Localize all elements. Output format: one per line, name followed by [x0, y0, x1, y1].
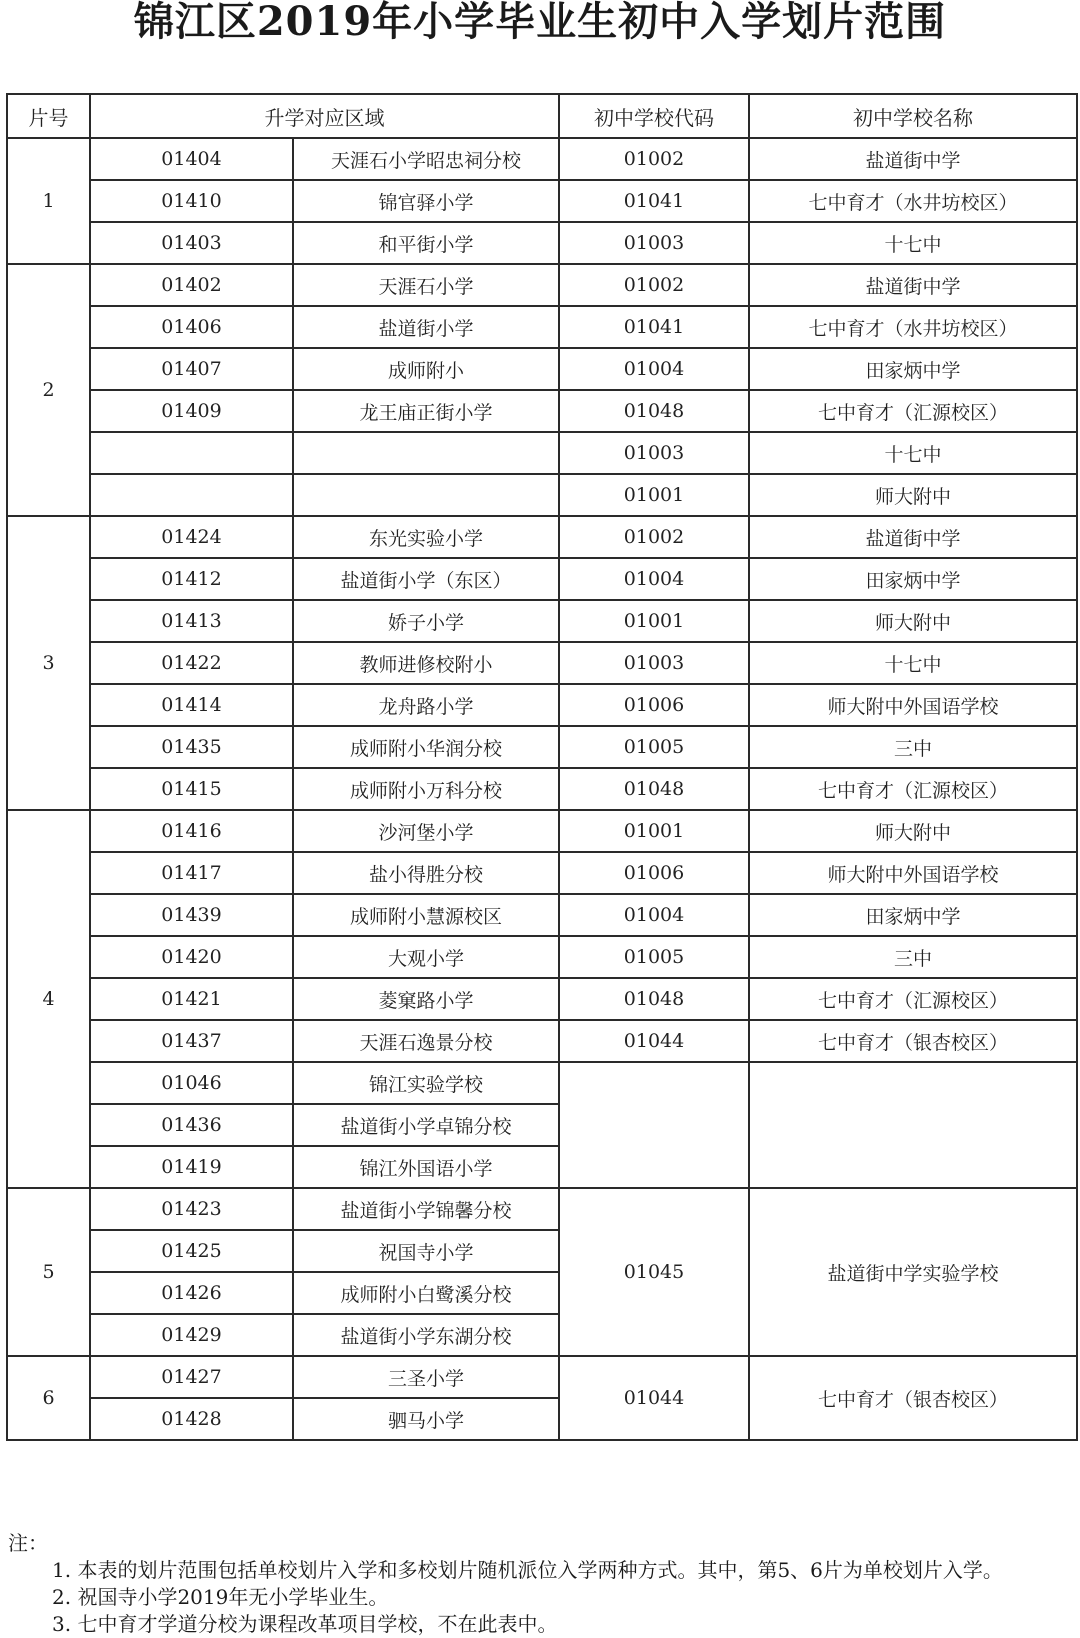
- primary-school-name: 锦江外国语小学: [293, 1146, 559, 1188]
- middle-school-code: 01044: [559, 1356, 749, 1440]
- table-row: [7, 768, 1077, 810]
- middle-school-code: 01048: [559, 768, 749, 810]
- middle-school-code: 01044: [559, 1020, 749, 1062]
- primary-school-code: 01425: [90, 1230, 293, 1272]
- table-row: [7, 1020, 1077, 1062]
- middle-school-code: 01001: [559, 810, 749, 852]
- primary-school-code: 01429: [90, 1314, 293, 1356]
- middle-school-name: 师大附中: [749, 600, 1077, 642]
- middle-school-name: 田家炳中学: [749, 894, 1077, 936]
- primary-school-code: 01414: [90, 684, 293, 726]
- middle-school-name: 三中: [749, 936, 1077, 978]
- middle-school-name: 盐道街中学: [749, 516, 1077, 558]
- table-row: [7, 936, 1077, 978]
- table-header-row: [7, 94, 1077, 138]
- zone-number: 2: [7, 264, 90, 516]
- middle-school-name: 田家炳中学: [749, 558, 1077, 600]
- primary-school-name: [293, 474, 559, 516]
- table-row: [7, 222, 1077, 264]
- middle-school-code: 01006: [559, 684, 749, 726]
- primary-school-name: 盐道街小学（东区）: [293, 558, 559, 600]
- middle-school-name-empty: [749, 1062, 1077, 1188]
- middle-school-name: 七中育才（水井坊校区）: [749, 180, 1077, 222]
- primary-school-name: 和平街小学: [293, 222, 559, 264]
- primary-school-code: 01423: [90, 1188, 293, 1230]
- middle-school-code: 01003: [559, 642, 749, 684]
- middle-school-code: 01003: [559, 222, 749, 264]
- table-row: [7, 138, 1077, 180]
- primary-school-code: [90, 432, 293, 474]
- middle-school-name: 师大附中外国语学校: [749, 852, 1077, 894]
- table-row: [7, 642, 1077, 684]
- primary-school-code: 01416: [90, 810, 293, 852]
- primary-school-name: 教师进修校附小: [293, 642, 559, 684]
- primary-school-code: 01436: [90, 1104, 293, 1146]
- primary-school-code: 01406: [90, 306, 293, 348]
- primary-school-name: [293, 432, 559, 474]
- primary-school-code: 01404: [90, 138, 293, 180]
- primary-school-name: 成师附小华润分校: [293, 726, 559, 768]
- primary-school-code: 01420: [90, 936, 293, 978]
- primary-school-code: 01409: [90, 390, 293, 432]
- table-row: [7, 432, 1077, 474]
- middle-school-code: 01006: [559, 852, 749, 894]
- primary-school-code: 01421: [90, 978, 293, 1020]
- middle-school-code: 01041: [559, 306, 749, 348]
- primary-school-name: 娇子小学: [293, 600, 559, 642]
- primary-school-name: 大观小学: [293, 936, 559, 978]
- middle-school-name: 师大附中: [749, 810, 1077, 852]
- table-row: [7, 894, 1077, 936]
- table-row: [7, 726, 1077, 768]
- primary-school-name: 天涯石逸景分校: [293, 1020, 559, 1062]
- middle-school-code: 01004: [559, 558, 749, 600]
- primary-school-code: 01413: [90, 600, 293, 642]
- primary-school-code: 01422: [90, 642, 293, 684]
- primary-school-code: 01407: [90, 348, 293, 390]
- primary-school-code: 01427: [90, 1356, 293, 1398]
- middle-school-code: 01005: [559, 936, 749, 978]
- zone-number: 6: [7, 1356, 90, 1440]
- middle-school-code: 01048: [559, 390, 749, 432]
- middle-school-code: 01004: [559, 894, 749, 936]
- primary-school-name: 驷马小学: [293, 1398, 559, 1440]
- primary-school-name: 龙舟路小学: [293, 684, 559, 726]
- middle-school-name: 七中育才（汇源校区）: [749, 978, 1077, 1020]
- middle-school-code: 01048: [559, 978, 749, 1020]
- page-title: 锦江区2019年小学毕业生初中入学划片范围: [133, 0, 947, 45]
- primary-school-code: 01403: [90, 222, 293, 264]
- middle-school-name: 三中: [749, 726, 1077, 768]
- middle-school-name: 七中育才（汇源校区）: [749, 390, 1077, 432]
- primary-school-code: 01046: [90, 1062, 293, 1104]
- primary-school-code: 01437: [90, 1020, 293, 1062]
- table-row: [7, 1356, 1077, 1398]
- primary-school-name: 盐道街小学锦馨分校: [293, 1188, 559, 1230]
- primary-school-code: 01424: [90, 516, 293, 558]
- table-row: [7, 474, 1077, 516]
- middle-school-code: 01045: [559, 1188, 749, 1356]
- header-name: 初中学校名称: [749, 94, 1077, 138]
- zone-number: 5: [7, 1188, 90, 1356]
- middle-school-name: 盐道街中学: [749, 264, 1077, 306]
- middle-school-name: 七中育才（水井坊校区）: [749, 306, 1077, 348]
- notes: [8, 1530, 1068, 1638]
- primary-school-code: 01415: [90, 768, 293, 810]
- middle-school-name: 盐道街中学: [749, 138, 1077, 180]
- primary-school-code: 01412: [90, 558, 293, 600]
- middle-school-code: 01002: [559, 138, 749, 180]
- note-item: 1. 本表的划片范围包括单校划片入学和多校划片随机派位入学两种方式。其中，第5、6片为单校划片入学。: [52, 1558, 1003, 1582]
- table-row: [7, 306, 1077, 348]
- header-zone: 片号: [7, 94, 90, 138]
- middle-school-name: 七中育才（汇源校区）: [749, 768, 1077, 810]
- primary-school-name: 成师附小万科分校: [293, 768, 559, 810]
- zone-number: 1: [7, 138, 90, 264]
- table-row: [7, 810, 1077, 852]
- primary-school-name: 盐道街小学: [293, 306, 559, 348]
- table-row: [7, 348, 1077, 390]
- table-row: [7, 1188, 1077, 1230]
- primary-school-name: 锦官驿小学: [293, 180, 559, 222]
- primary-school-code: 01428: [90, 1398, 293, 1440]
- primary-school-name: 锦江实验学校: [293, 1062, 559, 1104]
- primary-school-name: 成师附小白鹭溪分校: [293, 1272, 559, 1314]
- middle-school-code: 01001: [559, 600, 749, 642]
- middle-school-code: 01003: [559, 432, 749, 474]
- middle-school-name: 七中育才（银杏校区）: [749, 1020, 1077, 1062]
- middle-school-code: 01041: [559, 180, 749, 222]
- header-code: 初中学校代码: [559, 94, 749, 138]
- middle-school-name: 盐道街中学实验学校: [749, 1188, 1077, 1356]
- note-item: 2. 祝国寺小学2019年无小学毕业生。: [52, 1585, 389, 1609]
- middle-school-code: 01001: [559, 474, 749, 516]
- primary-school-name: 盐小得胜分校: [293, 852, 559, 894]
- middle-school-name: 师大附中: [749, 474, 1077, 516]
- primary-school-name: 盐道街小学东湖分校: [293, 1314, 559, 1356]
- zone-number: 4: [7, 810, 90, 1188]
- middle-school-code: 01005: [559, 726, 749, 768]
- table-row: [7, 558, 1077, 600]
- primary-school-name: 龙王庙正街小学: [293, 390, 559, 432]
- zoning-table: [6, 93, 1078, 1441]
- primary-school-name: 盐道街小学卓锦分校: [293, 1104, 559, 1146]
- primary-school-code: 01419: [90, 1146, 293, 1188]
- primary-school-name: 成师附小: [293, 348, 559, 390]
- middle-school-name: 十七中: [749, 222, 1077, 264]
- middle-school-name: 师大附中外国语学校: [749, 684, 1077, 726]
- primary-school-code: 01426: [90, 1272, 293, 1314]
- primary-school-code: 01435: [90, 726, 293, 768]
- middle-school-code: 01002: [559, 264, 749, 306]
- table-row: [7, 852, 1077, 894]
- table-row: [7, 978, 1077, 1020]
- table-row: [7, 516, 1077, 558]
- middle-school-name: 十七中: [749, 432, 1077, 474]
- middle-school-code: 01004: [559, 348, 749, 390]
- middle-school-code: 01002: [559, 516, 749, 558]
- primary-school-name: 菱窠路小学: [293, 978, 559, 1020]
- header-area: 升学对应区域: [90, 94, 559, 138]
- primary-school-code: [90, 474, 293, 516]
- primary-school-code: 01439: [90, 894, 293, 936]
- middle-school-code-empty: [559, 1062, 749, 1188]
- primary-school-code: 01402: [90, 264, 293, 306]
- primary-school-name: 祝国寺小学: [293, 1230, 559, 1272]
- zone-number: 3: [7, 516, 90, 810]
- middle-school-name: 十七中: [749, 642, 1077, 684]
- primary-school-name: 天涯石小学: [293, 264, 559, 306]
- table-row: [7, 390, 1077, 432]
- table-row: [7, 1062, 1077, 1104]
- note-item: 3. 七中育才学道分校为课程改革项目学校，不在此表中。: [52, 1612, 558, 1636]
- table-row: [7, 600, 1077, 642]
- primary-school-code: 01410: [90, 180, 293, 222]
- primary-school-name: 沙河堡小学: [293, 810, 559, 852]
- primary-school-name: 天涯石小学昭忠祠分校: [293, 138, 559, 180]
- table-row: [7, 180, 1077, 222]
- primary-school-name: 东光实验小学: [293, 516, 559, 558]
- middle-school-name: 七中育才（银杏校区）: [749, 1356, 1077, 1440]
- primary-school-name: 三圣小学: [293, 1356, 559, 1398]
- table-row: [7, 264, 1077, 306]
- table-row: [7, 684, 1077, 726]
- middle-school-name: 田家炳中学: [749, 348, 1077, 390]
- primary-school-name: 成师附小慧源校区: [293, 894, 559, 936]
- primary-school-code: 01417: [90, 852, 293, 894]
- notes-lead: 注：: [8, 1531, 48, 1555]
